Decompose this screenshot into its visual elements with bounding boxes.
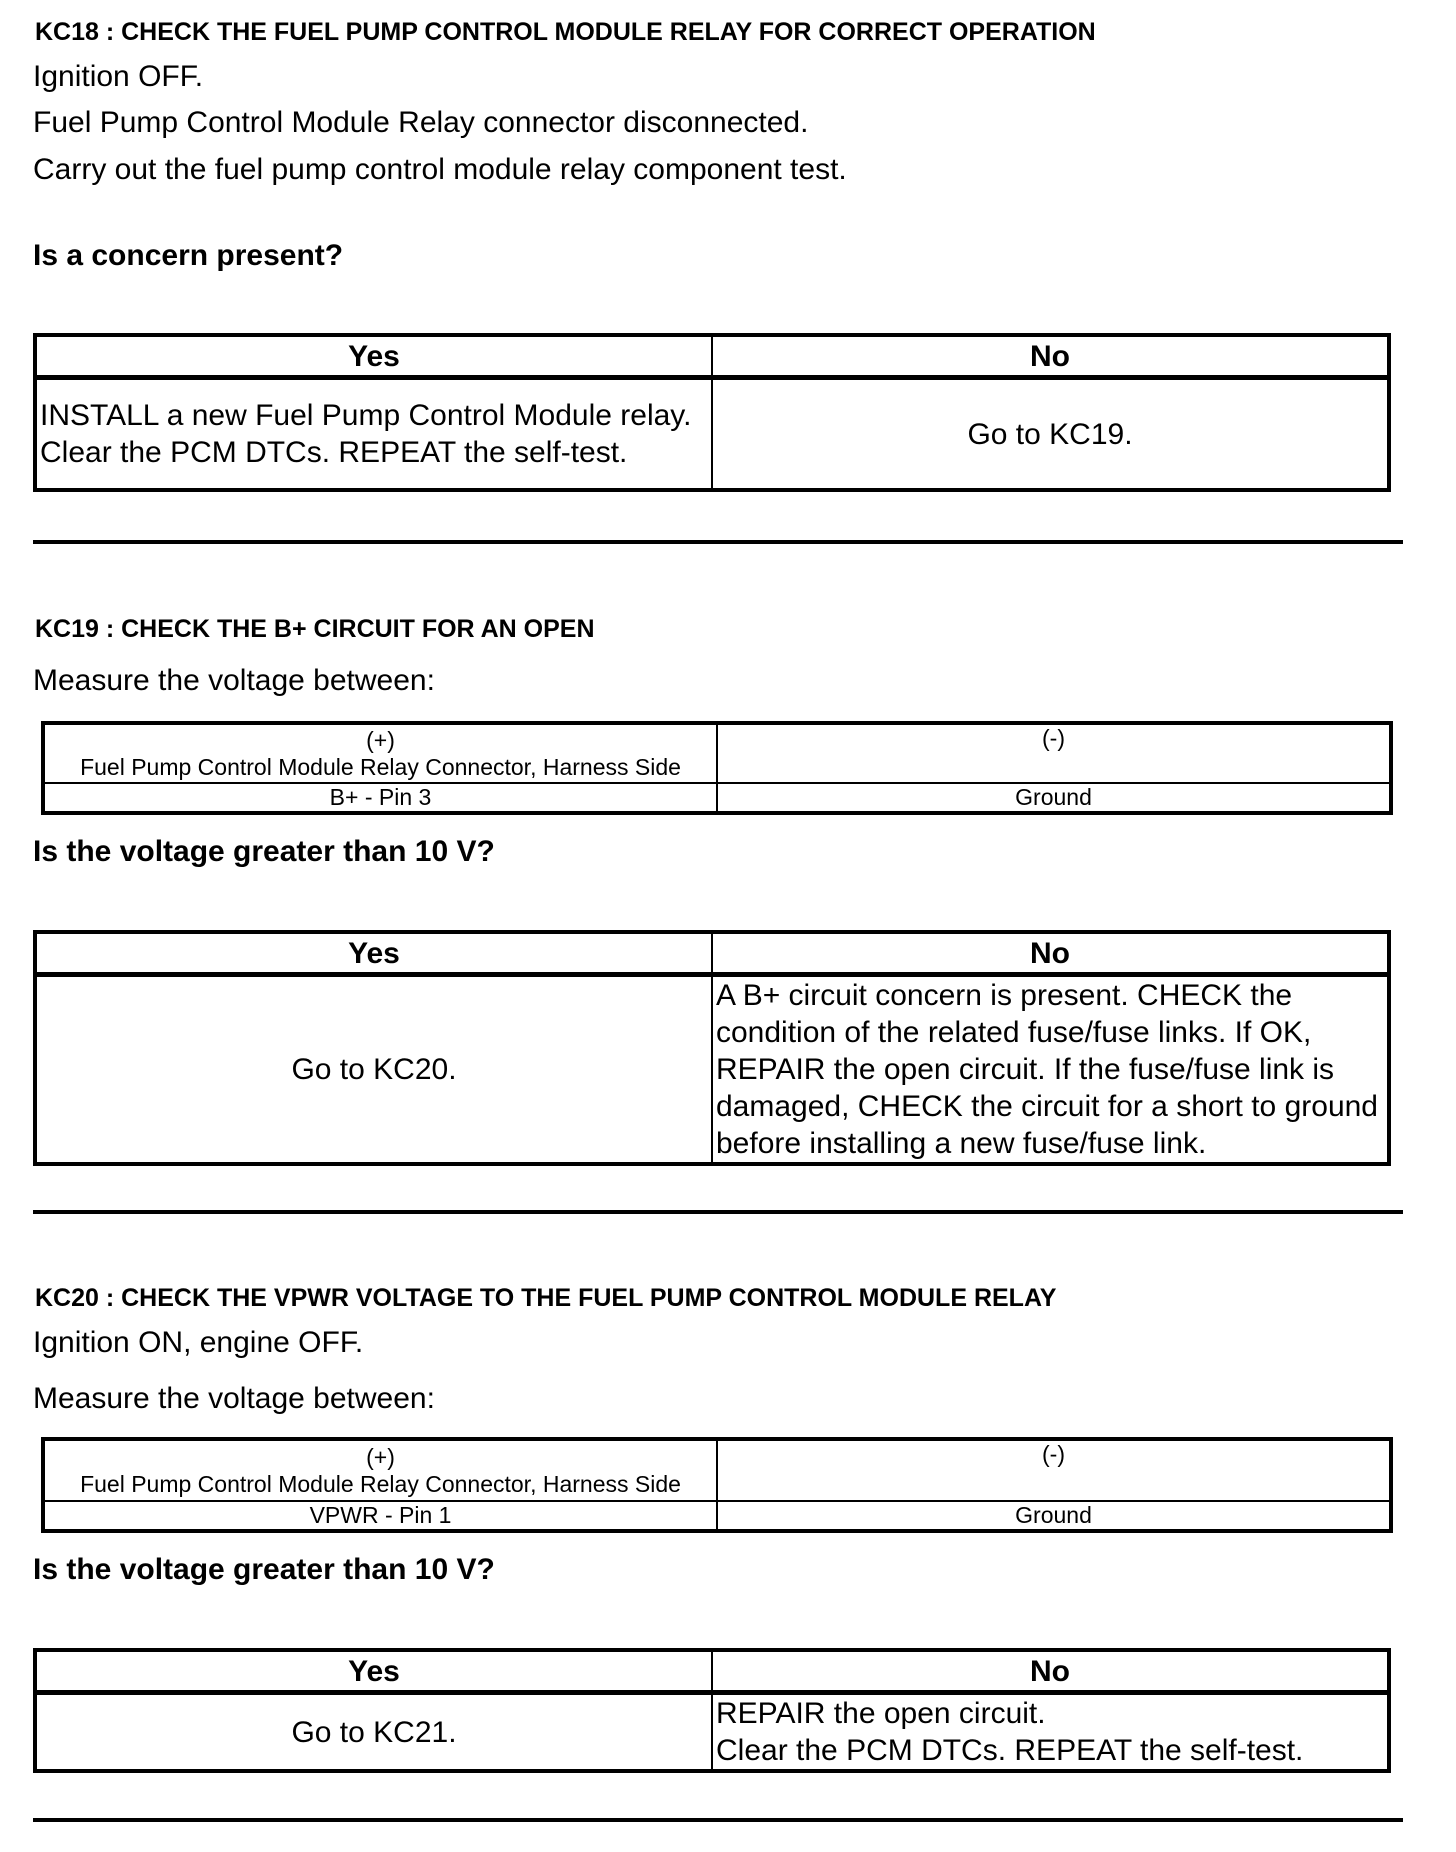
kc20-answer-table <box>33 1648 1391 1773</box>
plus-desc: Fuel Pump Control Module Relay Connector, Harness Side <box>80 1470 681 1497</box>
minus-label: (-) <box>717 1439 1391 1501</box>
kc20-question: Is the voltage greater than 10 V? <box>33 1553 495 1586</box>
yes-header: Yes <box>35 1650 712 1693</box>
plus-value: B+ - Pin 3 <box>43 783 717 813</box>
kc19-answer-table <box>33 930 1391 1166</box>
minus-value: Ground <box>717 1501 1391 1531</box>
kc19-question: Is the voltage greater than 10 V? <box>33 835 495 868</box>
kc20-step: Ignition ON, engine OFF. <box>33 1326 364 1359</box>
no-header: No <box>712 335 1389 378</box>
plus-label: (+) <box>366 1443 395 1470</box>
kc19-measure: Measure the voltage between: <box>33 664 435 697</box>
yes-line: Clear the PCM DTCs. REPEAT the self-test. <box>40 436 628 469</box>
kc19-measure-table <box>41 721 1393 815</box>
kc19-heading: KC19 : CHECK THE B+ CIRCUIT FOR AN OPEN <box>35 615 595 643</box>
no-cell: Go to KC19. <box>712 378 1389 491</box>
kc20-measure: Measure the voltage between: <box>33 1382 435 1415</box>
yes-cell <box>35 378 712 491</box>
no-cell <box>712 1693 1389 1772</box>
kc18-step: Fuel Pump Control Module Relay connector disconnected. <box>33 106 809 139</box>
no-header: No <box>712 1650 1389 1693</box>
minus-value: Ground <box>717 783 1391 813</box>
kc18-answer-table <box>33 333 1391 492</box>
yes-header: Yes <box>35 932 712 975</box>
yes-line: INSTALL a new Fuel Pump Control Module relay. <box>40 399 692 432</box>
yes-header: Yes <box>35 335 712 378</box>
yes-cell: Go to KC21. <box>35 1693 712 1772</box>
divider <box>33 540 1403 544</box>
divider <box>33 1210 1403 1214</box>
kc18-heading: KC18 : CHECK THE FUEL PUMP CONTROL MODULE RELAY FOR CORRECT OPERATION <box>35 18 1096 46</box>
divider <box>33 1818 1403 1822</box>
no-line: Clear the PCM DTCs. REPEAT the self-test. <box>716 1734 1304 1767</box>
plus-label: (+) <box>366 726 395 753</box>
no-line: REPAIR the open circuit. <box>716 1697 1046 1730</box>
no-header: No <box>712 932 1389 975</box>
kc18-step: Ignition OFF. <box>33 60 204 93</box>
kc20-heading: KC20 : CHECK THE VPWR VOLTAGE TO THE FUEL PUMP CONTROL MODULE RELAY <box>35 1284 1057 1312</box>
kc18-step: Carry out the fuel pump control module relay component test. <box>33 153 847 186</box>
no-cell: A B+ circuit concern is present. CHECK the condition of the related fuse/fuse links. If OK, REPAIR the open circuit. If the fuse/fuse link is damaged, CHECK the circuit for a short to ground before installing a new fuse/fuse link. <box>712 975 1389 1165</box>
plus-value: VPWR - Pin 1 <box>43 1501 717 1531</box>
yes-cell: Go to KC20. <box>35 975 712 1165</box>
kc20-measure-table <box>41 1437 1393 1533</box>
plus-desc: Fuel Pump Control Module Relay Connector, Harness Side <box>80 753 681 780</box>
kc18-question: Is a concern present? <box>33 239 344 272</box>
minus-label: (-) <box>717 723 1391 783</box>
